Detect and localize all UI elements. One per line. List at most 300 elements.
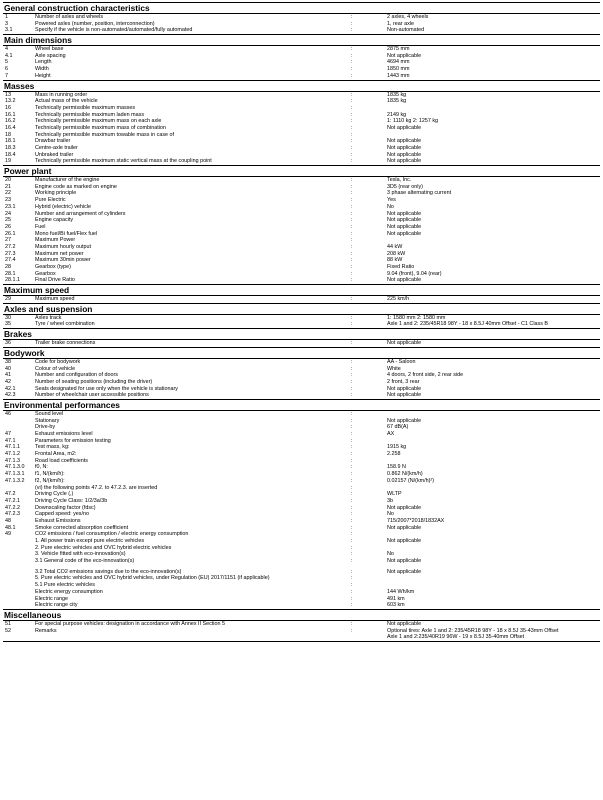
item-number: 29 — [5, 296, 11, 303]
separator-colon: : — [351, 365, 353, 372]
item-number: 3.1 — [5, 27, 13, 34]
spec-row — [3, 628, 600, 635]
item-label: Drawbar trailer — [35, 138, 71, 145]
item-value: Not applicable — [387, 158, 422, 165]
item-value: Not applicable — [387, 52, 422, 59]
item-label: For special purpose vehicles: designation in accordance with Annex II Section 5 — [35, 620, 225, 627]
item-number: 21 — [5, 183, 11, 190]
spec-row — [3, 14, 600, 21]
item-value: 3 phase alternating current — [387, 190, 452, 197]
section-title: Masses — [3, 81, 600, 92]
item-number: 18.3 — [5, 145, 16, 151]
item-number: 1 — [5, 14, 8, 20]
separator-colon: : — [351, 145, 353, 151]
item-number: 18.1 — [5, 138, 16, 145]
item-value: Optional tires: Axle 1 and 2: 235/45R18 98Y - 18 x 8.5J 35-43mm Offset — [387, 627, 559, 634]
spec-row — [3, 132, 600, 139]
item-number: 18.4 — [5, 151, 16, 158]
item-value: 88 kW — [387, 257, 403, 264]
spec-row — [3, 125, 600, 132]
item-value: 208 kW — [387, 250, 406, 257]
item-value: 3D5 (rear only) — [387, 183, 423, 190]
item-label: Smoke corrected absorption coefficient — [35, 524, 129, 531]
item-label: 1. All power train except pure electric vehicles — [35, 538, 145, 544]
item-label: Working principle — [35, 190, 77, 197]
item-value: No — [387, 203, 394, 210]
item-label: 3.2 Total CO2 emissions savings due to the eco-innovation(s) — [35, 568, 182, 575]
spec-row — [3, 53, 600, 60]
item-number: 24 — [5, 210, 11, 217]
spec-row — [3, 59, 600, 66]
item-label: Technically permissible maximum static vertical mass at the coupling point — [35, 158, 212, 165]
separator-colon: : — [351, 551, 353, 558]
item-label: Electric energy consumption — [35, 588, 103, 595]
spec-row — [3, 177, 600, 184]
separator-colon: : — [351, 217, 353, 224]
item-label: Technically permissible maximum towable mass in case of — [35, 131, 175, 138]
separator-colon: : — [351, 531, 353, 538]
item-label: Length — [35, 59, 52, 66]
spec-row — [3, 271, 600, 278]
separator-colon: : — [351, 595, 353, 602]
spec-row — [3, 73, 600, 80]
spec-row — [3, 211, 600, 218]
item-number: 28 — [5, 264, 11, 270]
item-number: 51 — [5, 620, 11, 627]
item-label: Code for bodywork — [35, 358, 81, 365]
spec-row — [3, 27, 600, 34]
item-value: WLTP — [387, 491, 402, 498]
item-number: 6 — [5, 66, 8, 73]
separator-colon: : — [351, 118, 353, 125]
item-number: 47.1.3.0 — [5, 464, 25, 471]
item-label: Number and configuration of doors — [35, 372, 119, 379]
item-number: 47.2.2 — [5, 504, 20, 511]
spec-row — [3, 478, 600, 485]
separator-colon: : — [351, 296, 353, 303]
separator-colon: : — [351, 511, 353, 518]
item-label: Capped speed: yes/no — [35, 511, 89, 518]
separator-colon: : — [351, 27, 353, 34]
section — [3, 609, 600, 642]
section — [3, 284, 600, 303]
item-value: Not applicable — [387, 568, 422, 575]
section-title: Main dimensions — [3, 35, 600, 46]
item-number: 27.3 — [5, 250, 16, 257]
separator-colon: : — [351, 230, 353, 237]
spec-row — [3, 451, 600, 458]
spec-row — [3, 66, 600, 73]
item-number: 47.2.3 — [5, 511, 20, 518]
item-label: Remarks — [35, 627, 57, 634]
item-number: 47.2 — [5, 491, 16, 498]
spec-row — [3, 392, 600, 399]
separator-colon: : — [351, 237, 353, 244]
item-value: 1, rear axle — [387, 20, 414, 27]
item-number: 23.1 — [5, 203, 16, 210]
item-value: Not applicable — [387, 392, 422, 399]
item-value: 4694 mm — [387, 59, 410, 66]
separator-colon: : — [351, 568, 353, 575]
separator-colon: : — [351, 72, 353, 79]
separator-colon: : — [351, 588, 353, 595]
item-number: 52 — [5, 627, 11, 634]
item-label: Number of axles and wheels — [35, 14, 104, 20]
item-label: Technically permissible maximum laden mass — [35, 111, 145, 118]
item-value: 2 front, 3 rear — [387, 378, 420, 385]
item-number: 35 — [5, 321, 11, 328]
spec-row — [3, 321, 600, 328]
separator-colon: : — [351, 98, 353, 105]
separator-colon: : — [351, 410, 353, 417]
item-label: Electric range city — [35, 602, 78, 609]
item-value: 1: 1580 mm 2: 1580 mm — [387, 314, 446, 321]
separator-colon: : — [351, 270, 353, 277]
item-label: Manufacturer of the engine — [35, 177, 100, 184]
item-label: f2, N/(km/h): — [35, 477, 65, 484]
spec-row — [3, 237, 600, 244]
item-number: 28.1 — [5, 270, 16, 277]
item-value: AX — [387, 431, 395, 437]
item-number: 28.1.1 — [5, 277, 20, 284]
item-number: 48 — [5, 517, 11, 524]
item-value: 2875 mm — [387, 46, 410, 53]
item-label: 3. Vehicle fitted with eco-innovation(s) — [35, 551, 126, 558]
item-label: Width — [35, 66, 49, 73]
item-label: Driving Cycle Class: 1/2/3a/3b — [35, 497, 108, 504]
item-label: Axle spacing — [35, 52, 66, 59]
section — [3, 165, 600, 284]
item-value: 158.9 N — [387, 464, 406, 471]
item-value: Not applicable — [387, 138, 422, 145]
spec-row — [3, 602, 600, 609]
item-label: Test mass, kg: — [35, 444, 70, 451]
item-value: 225 km/h — [387, 296, 410, 303]
item-label: (vi) the following points 47.2. to 47.2.3. are inserted — [35, 484, 158, 491]
spec-row — [3, 340, 600, 347]
separator-colon: : — [351, 471, 353, 478]
item-value: 491 km — [387, 595, 405, 602]
item-value: Not applicable — [387, 504, 422, 511]
item-value: Axle 1 and 2: 235/45R18 98Y - 18 x 8.5J 40mm Offset - C1 Class B — [387, 321, 549, 328]
item-label: Technically permissible maximum masses — [35, 104, 136, 111]
spec-row — [3, 264, 600, 271]
separator-colon: : — [351, 243, 353, 250]
separator-colon: : — [351, 138, 353, 145]
separator-colon: : — [351, 378, 353, 385]
item-value: Yes — [387, 197, 396, 204]
item-number: 30 — [5, 314, 11, 321]
spec-row — [3, 545, 600, 552]
spec-row — [3, 372, 600, 379]
section — [3, 303, 600, 328]
spec-row — [3, 569, 600, 576]
separator-colon: : — [351, 477, 353, 484]
separator-colon: : — [351, 627, 353, 634]
item-value: 1835 kg — [387, 91, 407, 98]
item-label: f1, N/(km/h): — [35, 471, 65, 478]
item-value: Not applicable — [387, 223, 422, 230]
item-number: 26.1 — [5, 230, 16, 237]
item-number: 47.1.3 — [5, 457, 20, 464]
item-number: 16 — [5, 104, 11, 111]
spec-row — [3, 158, 600, 165]
separator-colon: : — [351, 46, 353, 53]
separator-colon: : — [351, 358, 353, 365]
separator-colon: : — [351, 464, 353, 471]
spec-row — [3, 244, 600, 251]
item-label: Number and arrangement of cylinders — [35, 210, 126, 217]
item-number: 42.3 — [5, 392, 16, 399]
item-value: 4 doors, 2 front side, 2 rear side — [387, 372, 464, 379]
separator-colon: : — [351, 582, 353, 589]
spec-row — [3, 511, 600, 518]
spec-row — [3, 277, 600, 284]
item-label: Height — [35, 72, 51, 79]
item-label: Maximum 30min power — [35, 257, 91, 264]
spec-row — [3, 204, 600, 211]
spec-row — [3, 518, 600, 525]
spec-row — [3, 525, 600, 532]
spec-row — [3, 505, 600, 512]
item-label: Number of wheelchair user accessible positions — [35, 392, 149, 399]
item-value: 2149 kg — [387, 111, 407, 118]
spec-row — [3, 589, 600, 596]
section — [3, 328, 600, 347]
item-value: 9.04 (front), 9.04 (rear) — [387, 270, 442, 277]
spec-row — [3, 386, 600, 393]
section-title: General construction characteristics — [3, 3, 600, 14]
item-number: 5 — [5, 59, 8, 66]
spec-row — [3, 498, 600, 505]
separator-colon: : — [351, 424, 353, 431]
item-label: Driving Cycle (,) — [35, 491, 74, 498]
item-label: Sound level — [35, 410, 64, 417]
separator-colon: : — [351, 538, 353, 544]
item-value: Non-automated — [387, 27, 425, 34]
item-number: 7 — [5, 72, 8, 79]
separator-colon: : — [351, 444, 353, 451]
spec-row — [3, 359, 600, 366]
item-number: 47.1.2 — [5, 451, 20, 458]
item-label: Axles track — [35, 314, 62, 321]
spec-row — [3, 224, 600, 231]
item-label: Actual mass of the vehicle — [35, 98, 98, 105]
item-value: 1850 mm — [387, 66, 410, 73]
spec-row — [3, 138, 600, 145]
separator-colon: : — [351, 484, 353, 491]
item-number: 4.1 — [5, 52, 13, 59]
item-number: 47.2.1 — [5, 497, 20, 504]
separator-colon: : — [351, 66, 353, 73]
item-label: Technically permissible maximum mass of combination — [35, 124, 166, 131]
separator-colon: : — [351, 314, 353, 321]
item-value: White — [387, 365, 401, 372]
separator-colon: : — [351, 203, 353, 210]
section-title: Power plant — [3, 166, 600, 177]
item-number: 40 — [5, 365, 11, 372]
item-label: Stationary — [35, 417, 60, 424]
item-value: Not applicable — [387, 277, 422, 284]
item-value: Not applicable — [387, 385, 422, 392]
separator-colon: : — [351, 451, 353, 458]
spec-row — [3, 596, 600, 603]
separator-colon: : — [351, 14, 353, 20]
separator-colon: : — [351, 111, 353, 118]
item-value: Axle 1 and 2:235/40R19 96W - 19 x 8.5J 35-40mm Offset — [387, 634, 525, 641]
item-number: 25 — [5, 217, 11, 224]
item-label: Maximum hourly output — [35, 243, 92, 250]
item-label: Mono fuel/Bi fuel/Flex fuel — [35, 230, 98, 237]
separator-colon: : — [351, 437, 353, 444]
spec-row — [3, 431, 600, 438]
item-value: 0.862 N/(km/h) — [387, 471, 423, 478]
section — [3, 2, 600, 34]
item-value: No — [387, 551, 394, 558]
item-value: 1443 mm — [387, 72, 410, 79]
item-label: Gearbox — [35, 270, 56, 277]
spec-row — [3, 471, 600, 478]
spec-row — [3, 184, 600, 191]
item-number: 48.1 — [5, 524, 16, 531]
item-label: Mass in running order — [35, 91, 88, 98]
separator-colon: : — [351, 151, 353, 158]
item-value: 1: 1110 kg 2: 1257 kg — [387, 118, 439, 125]
separator-colon: : — [351, 124, 353, 131]
item-number: 20 — [5, 177, 11, 184]
item-number: 27.4 — [5, 257, 16, 264]
spec-row — [3, 118, 600, 125]
spec-row — [3, 112, 600, 119]
spec-row — [3, 411, 600, 418]
separator-colon: : — [351, 497, 353, 504]
spec-row — [3, 444, 600, 451]
item-number: 13.2 — [5, 98, 16, 105]
item-label: Wheel base — [35, 46, 64, 53]
spec-row — [3, 458, 600, 465]
item-number: 27.2 — [5, 243, 16, 250]
item-value: No — [387, 511, 394, 518]
spec-row — [3, 105, 600, 112]
separator-colon: : — [351, 197, 353, 204]
item-value: Not applicable — [387, 230, 422, 237]
spec-row — [3, 464, 600, 471]
spec-row — [3, 251, 600, 258]
item-value: Not applicable — [387, 558, 422, 565]
vehicle-specification-document — [3, 2, 600, 642]
item-label: Fuel — [35, 223, 46, 230]
item-label: Pure Electric — [35, 197, 66, 204]
separator-colon: : — [351, 517, 353, 524]
item-value: Not applicable — [387, 538, 422, 544]
item-label: Exhaust emissions level — [35, 431, 93, 437]
item-label: Maximum Power — [35, 237, 76, 244]
item-number: 18 — [5, 131, 11, 138]
item-label: f0, N: — [35, 464, 48, 471]
section-title: Environmental performances — [3, 400, 600, 411]
separator-colon: : — [351, 457, 353, 464]
item-label: Frontal Area, m2: — [35, 451, 77, 458]
section-title: Brakes — [3, 329, 600, 340]
item-number: 46 — [5, 410, 11, 417]
item-label: Exhaust Emissions — [35, 517, 81, 524]
spec-row — [3, 190, 600, 197]
separator-colon: : — [351, 91, 353, 98]
separator-colon: : — [351, 52, 353, 59]
spec-row — [3, 217, 600, 224]
item-number: 49 — [5, 531, 11, 538]
item-value: 67 dB(A) — [387, 424, 409, 431]
spec-row — [3, 485, 600, 492]
separator-colon: : — [351, 158, 353, 165]
item-number: 16.4 — [5, 124, 16, 131]
item-value: 0.02157 (N/(km/h)²) — [387, 477, 435, 484]
spec-row — [3, 296, 600, 303]
separator-colon: : — [351, 177, 353, 184]
item-label: CO2 emissions / fuel consumption / electric energy consumption — [35, 531, 189, 538]
separator-colon: : — [351, 264, 353, 270]
item-value: Not applicable — [387, 524, 422, 531]
separator-colon: : — [351, 524, 353, 531]
section-title: Axles and suspension — [3, 304, 600, 315]
item-number: 47.1.3.2 — [5, 477, 25, 484]
item-label: 5. Pure electric vehicles and OVC hybrid vehicles, under Regulation (EU) 2017/1151 (if applicable) — [35, 575, 270, 582]
spec-row — [3, 551, 600, 558]
item-value: 2 axles, 4 wheels — [387, 14, 429, 20]
separator-colon: : — [351, 321, 353, 328]
section-title: Maximum speed — [3, 285, 600, 296]
item-label: Trailer brake connections — [35, 340, 96, 347]
item-label: Number of seating positions (including the driver) — [35, 378, 153, 385]
item-label: Final Drive Ratio — [35, 277, 75, 284]
separator-colon: : — [351, 385, 353, 392]
spec-row — [3, 197, 600, 204]
spec-row — [3, 46, 600, 53]
item-value: Not applicable — [387, 340, 422, 347]
spec-row — [3, 538, 600, 545]
spec-row — [3, 98, 600, 105]
spec-row — [3, 257, 600, 264]
spec-row — [3, 379, 600, 386]
item-label: Engine capacity — [35, 217, 74, 224]
item-label: 3.1 General code of the eco-innovation(s) — [35, 558, 135, 565]
separator-colon: : — [351, 257, 353, 264]
separator-colon: : — [351, 190, 353, 197]
item-label: Road load coefficients — [35, 457, 88, 464]
item-value: Not applicable — [387, 145, 422, 151]
spec-row — [3, 491, 600, 498]
item-label: Parameters for emission testing — [35, 437, 111, 444]
item-label: 5.1 Pure electric vehicles — [35, 582, 95, 589]
item-number: 19 — [5, 158, 11, 165]
separator-colon: : — [351, 210, 353, 217]
item-label: Centre-axle trailer — [35, 145, 78, 151]
separator-colon: : — [351, 104, 353, 111]
item-number: 16.1 — [5, 111, 16, 118]
section — [3, 399, 600, 609]
item-label: Colour of vehicle — [35, 365, 76, 372]
item-value: Not applicable — [387, 124, 422, 131]
separator-colon: : — [351, 223, 353, 230]
item-number: 36 — [5, 340, 11, 347]
spec-row — [3, 621, 600, 628]
item-number: 26 — [5, 223, 11, 230]
item-number: 4 — [5, 46, 8, 53]
item-number: 47 — [5, 431, 11, 437]
item-value: 144 Wh/km — [387, 588, 415, 595]
item-value: Not applicable — [387, 620, 422, 627]
item-value: AA - Saloon — [387, 358, 416, 365]
